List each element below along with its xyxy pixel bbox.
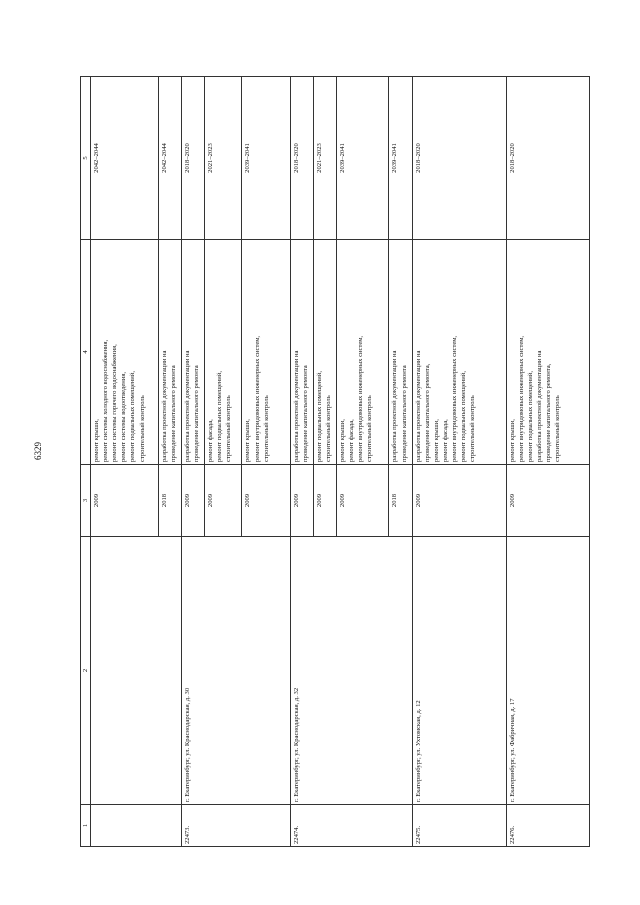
work-item: ремонт крыши, — [508, 419, 516, 462]
works-cell — [313, 240, 336, 465]
year-cell: 2009 — [412, 465, 506, 537]
table-row — [506, 77, 589, 847]
work-item: ремонт внутридомовых инженерных систем, — [357, 335, 365, 462]
works-cell — [336, 240, 389, 465]
year-cell: 2009 — [313, 465, 336, 537]
work-item: ремонт системы холодного водоснабжения, — [102, 339, 110, 462]
table-body — [91, 77, 590, 847]
work-item: ремонт фасада, — [207, 419, 215, 462]
table-row — [412, 77, 506, 847]
rotated-table-inner — [80, 77, 590, 847]
table-row — [290, 77, 313, 847]
work-item: ремонт фасада, — [441, 419, 449, 462]
row-number-cell: 22474. — [290, 805, 412, 847]
period-cell: 2039–2041 — [242, 77, 290, 240]
table-header-row — [81, 77, 91, 847]
works-cell — [205, 240, 242, 465]
address-cell — [91, 537, 182, 805]
work-item: ремонт подвальных помещений, — [129, 371, 137, 462]
works-cell — [412, 240, 506, 465]
work-item: проведение капитального ремонта — [170, 365, 178, 462]
row-number-cell: 22475. — [412, 805, 506, 847]
capital-repair-table — [80, 76, 590, 847]
works-cell — [290, 240, 313, 465]
work-item: строительный контроль — [554, 395, 562, 462]
column-header-3: 3 — [81, 465, 91, 537]
period-cell: 2042–2044 — [91, 77, 159, 240]
row-number-cell: 22476. — [506, 805, 589, 847]
work-item: ремонт системы горячего водоснабжения, — [111, 344, 119, 462]
work-item: разработка проектной документации на — [391, 350, 399, 462]
work-item: проведение капитального ремонта, — [545, 363, 553, 462]
work-item: ремонт крыши, — [93, 419, 101, 462]
period-cell: 2021–2023 — [313, 77, 336, 240]
address-cell: г. Екатеринбург, ул. Краснодарская, д. 30 — [182, 537, 291, 805]
period-cell: 2018–2020 — [182, 77, 205, 240]
period-cell: 2021–2023 — [205, 77, 242, 240]
work-item: ремонт внутридомовых инженерных систем, — [517, 335, 525, 462]
table-row — [182, 77, 205, 847]
work-item: строительный контроль — [469, 395, 477, 462]
row-number-cell: 22473. — [182, 805, 291, 847]
work-item: строительный контроль — [225, 395, 233, 462]
work-item: ремонт внутридомовых инженерных систем, — [253, 335, 261, 462]
work-item: ремонт крыши, — [244, 419, 252, 462]
work-item: строительный контроль — [262, 395, 270, 462]
works-cell — [158, 240, 181, 465]
period-cell: 2039–2041 — [389, 77, 412, 240]
year-cell: 2018 — [158, 465, 181, 537]
column-header-4: 4 — [81, 240, 91, 465]
works-cell — [91, 240, 159, 465]
work-item: ремонт подвальных помещений, — [315, 371, 323, 462]
page-number: 6329 — [33, 442, 43, 460]
period-cell: 2018–2020 — [506, 77, 589, 240]
year-cell: 2009 — [205, 465, 242, 537]
work-item: разработка проектной документации на — [160, 350, 168, 462]
work-item: проведение капитального ремонта — [301, 365, 309, 462]
work-item: проведение капитального ремонта — [400, 365, 408, 462]
address-cell: г. Екатеринбург, ул. Ухтомская, д. 12 — [412, 537, 506, 805]
work-item: ремонт подвальных помещений, — [460, 371, 468, 462]
rotated-table-frame — [80, 77, 590, 847]
year-cell: 2018 — [389, 465, 412, 537]
year-cell: 2009 — [182, 465, 205, 537]
work-item: ремонт крыши, — [338, 419, 346, 462]
period-cell: 2018–2020 — [290, 77, 313, 240]
work-item: ремонт подвальных помещений, — [216, 371, 224, 462]
work-item: ремонт внутридомовых инженерных систем, — [451, 335, 459, 462]
work-item: ремонт системы водоотведения, — [120, 371, 128, 462]
year-cell: 2009 — [290, 465, 313, 537]
period-cell: 2018–2020 — [412, 77, 506, 240]
year-cell: 2009 — [336, 465, 389, 537]
year-cell: 2009 — [91, 465, 159, 537]
address-cell: г. Екатеринбург, ул. Краснодарская, д. 32 — [290, 537, 412, 805]
works-cell — [506, 240, 589, 465]
work-item: проведение капитального ремонта — [193, 365, 201, 462]
row-number-cell — [91, 805, 182, 847]
work-item: разработка проектной документации на — [414, 350, 422, 462]
year-cell: 2009 — [242, 465, 290, 537]
work-item: разработка проектной документации на — [536, 350, 544, 462]
works-cell — [389, 240, 412, 465]
column-header-5: 5 — [81, 77, 91, 240]
column-header-2: 2 — [81, 537, 91, 805]
period-cell: 2039–2041 — [336, 77, 389, 240]
work-item: ремонт крыши, — [432, 419, 440, 462]
work-item: ремонт подвальных помещений, — [526, 371, 534, 462]
work-item: строительный контроль — [366, 395, 374, 462]
work-item: ремонт фасада, — [348, 419, 356, 462]
period-cell: 2042–2044 — [158, 77, 181, 240]
work-item: строительный контроль — [324, 395, 332, 462]
works-cell — [242, 240, 290, 465]
works-cell — [182, 240, 205, 465]
work-item: разработка проектной документации на — [292, 350, 300, 462]
work-item: строительный контроль — [138, 395, 146, 462]
column-header-1: 1 — [81, 805, 91, 847]
table-row — [91, 77, 159, 847]
address-cell: г. Екатеринбург, ул. Фабричная, д. 17 — [506, 537, 589, 805]
work-item: проведение капитального ремонта, — [423, 363, 431, 462]
year-cell: 2009 — [506, 465, 589, 537]
work-item: разработка проектной документации на — [184, 350, 192, 462]
